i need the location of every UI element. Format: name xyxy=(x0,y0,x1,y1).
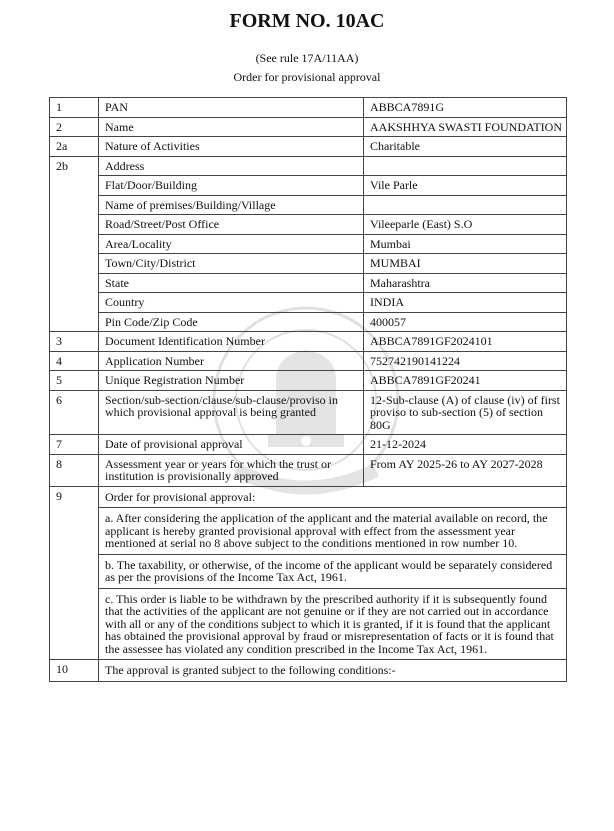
form-subtitle: Order for provisional approval xyxy=(233,70,381,84)
table-row xyxy=(50,195,567,215)
table-row xyxy=(50,176,567,196)
field-value-section: 12-Sub-clause (A) of clause (iv) of first proviso to sub-section (5) of section 80G xyxy=(364,390,567,435)
row-number: 2a xyxy=(50,137,99,157)
table-row xyxy=(50,254,567,274)
table-row xyxy=(50,156,567,176)
field-value-area: Mumbai xyxy=(364,234,567,254)
row-number: 10 xyxy=(50,660,99,682)
row-number: 2 xyxy=(50,117,99,137)
field-label: Area/Locality xyxy=(99,234,364,254)
table-row xyxy=(50,588,567,660)
field-label: Nature of Activities xyxy=(99,137,364,157)
field-label: PAN xyxy=(99,98,364,118)
row-number: 9 xyxy=(50,486,99,660)
field-label: Application Number xyxy=(99,351,364,371)
field-value-flat: Vile Parle xyxy=(364,176,567,196)
table-row xyxy=(50,332,567,352)
field-value-pan: ABBCA7891G xyxy=(364,98,567,118)
form-title: FORM NO. 10AC xyxy=(229,10,385,32)
table-row xyxy=(50,137,567,157)
table-row xyxy=(50,215,567,235)
table-row xyxy=(50,312,567,332)
field-label: Name of premises/Building/Village xyxy=(99,195,364,215)
table-row xyxy=(50,234,567,254)
row-number: 1 xyxy=(50,98,99,118)
conditions-heading: The approval is granted subject to the following conditions:- xyxy=(99,660,567,682)
table-row xyxy=(50,454,567,486)
field-value-assessment-years: From AY 2025-26 to AY 2027-2028 xyxy=(364,454,567,486)
table-row xyxy=(50,486,567,508)
order-paragraph-b: b. The taxability, or otherwise, of the income of the applicant would be separately considered as per the provisions of the Income Tax Act, 1961. xyxy=(99,554,567,588)
row-number: 8 xyxy=(50,454,99,486)
field-label: Date of provisional approval xyxy=(99,435,364,455)
row-number: 5 xyxy=(50,371,99,391)
field-value-urn: ABBCA7891GF20241 xyxy=(364,371,567,391)
table-row xyxy=(50,554,567,588)
row-number: 6 xyxy=(50,390,99,435)
field-value-state: Maharashtra xyxy=(364,273,567,293)
field-label: Country xyxy=(99,293,364,313)
field-value-road: Vileeparle (East) S.O xyxy=(364,215,567,235)
field-label: Road/Street/Post Office xyxy=(99,215,364,235)
field-label: Assessment year or years for which the trust or institution is provisionally approved xyxy=(99,454,364,486)
table-row xyxy=(50,371,567,391)
table-row xyxy=(50,98,567,118)
table-row xyxy=(50,660,567,682)
row-number: 3 xyxy=(50,332,99,352)
field-label: Address xyxy=(99,156,364,176)
field-value-pincode: 400057 xyxy=(364,312,567,332)
order-paragraph-a: a. After considering the application of the applicant and the material available on record, the applicant is hereby granted provisional approval with effect from the assessment year mentioned at serial no 8 above subject to the conditions mentioned in row number 10. xyxy=(99,508,567,555)
field-value-empty xyxy=(364,156,567,176)
field-value-country: INDIA xyxy=(364,293,567,313)
table-row xyxy=(50,390,567,435)
field-value-town: MUMBAI xyxy=(364,254,567,274)
field-value-activities: Charitable xyxy=(364,137,567,157)
table-row xyxy=(50,508,567,555)
rule-reference: (See rule 17A/11AA) xyxy=(255,51,359,65)
order-paragraph-c: c. This order is liable to be withdrawn by the prescribed authority if it is subsequently found that the activities of the applicant are not genuine or if they are not carried out in accordance with all or any of the conditions subject to which it is granted, if it is found that the applicant has obtained the provisional approval by fraud or misrepresentation of facts or it is found that the assessee has violated any condition prescribed in the Income Tax Act, 1961. xyxy=(99,588,567,660)
field-label: Name xyxy=(99,117,364,137)
row-number: 7 xyxy=(50,435,99,455)
table-row xyxy=(50,117,567,137)
table-row xyxy=(50,351,567,371)
field-label: Town/City/District xyxy=(99,254,364,274)
field-value-premises xyxy=(364,195,567,215)
table-row xyxy=(50,273,567,293)
field-label: Unique Registration Number xyxy=(99,371,364,391)
order-heading: Order for provisional approval: xyxy=(99,486,567,508)
field-label: Pin Code/Zip Code xyxy=(99,312,364,332)
table-row xyxy=(50,435,567,455)
row-number: 2b xyxy=(50,156,99,332)
field-label: Section/sub-section/clause/sub-clause/proviso in which provisional approval is being granted xyxy=(99,390,364,435)
field-value-din: ABBCA7891GF2024101 xyxy=(364,332,567,352)
field-value-date: 21-12-2024 xyxy=(364,435,567,455)
field-label: State xyxy=(99,273,364,293)
field-label: Document Identification Number xyxy=(99,332,364,352)
field-label: Flat/Door/Building xyxy=(99,176,364,196)
row-number: 4 xyxy=(50,351,99,371)
field-value-application-number: 752742190141224 xyxy=(364,351,567,371)
form-table xyxy=(49,97,567,682)
field-value-name: AAKSHHYA SWASTI FOUNDATION xyxy=(364,117,567,137)
table-row xyxy=(50,293,567,313)
